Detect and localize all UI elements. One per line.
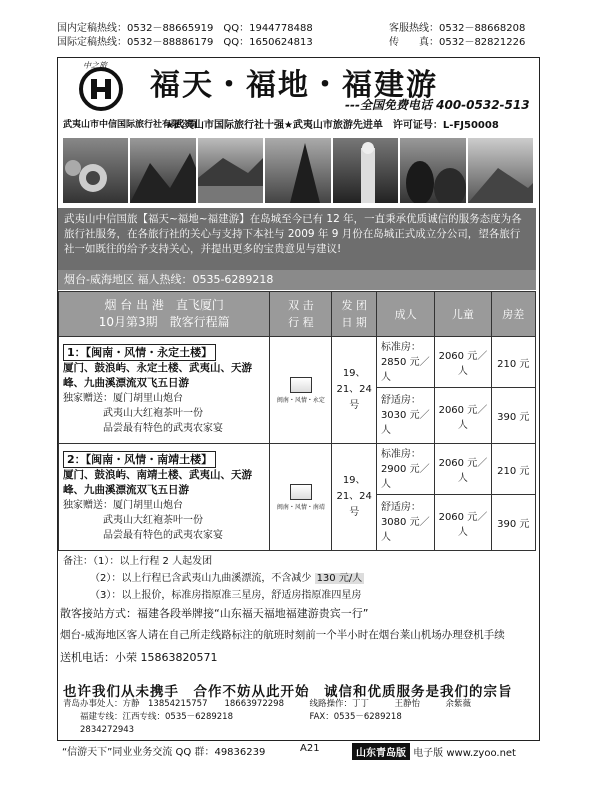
route-1-doc-link[interactable]	[270, 337, 332, 444]
com-room-label: 舒适房：	[380, 502, 421, 514]
domestic-hotline: 国内定稿热线：0532－88665919 QQ：1944778488	[57, 23, 313, 34]
yantai-instructions: 烟台-威海地区客人请在自己所走线路标注的航班时刻前一个半小时在烟台莱山机场办理登机手续	[60, 629, 505, 641]
contacts-row-3: 2834272943	[63, 725, 135, 735]
note-3: （3）：以上报价，标准房指原准三星房，舒适房指原准四星房	[90, 590, 362, 601]
footer-website[interactable]: 电子版 www.zyoo.net	[413, 748, 516, 759]
contacts-row-1: 青岛办事处人：方静 13854215757 18663972298 线路操作：丁丁 王静怡 余紫薇	[63, 699, 471, 709]
table-title-line-1: 烟 台 出 港 直飞厦门	[104, 298, 224, 312]
table-row	[59, 337, 536, 388]
mountain-photo	[130, 138, 195, 203]
route-1-gift: 独家赠送：厦门胡里山炮台	[63, 393, 183, 404]
pickup-method: 散客接站方式：福建各段举牌接“山东福天福地福建游贵宾一行”	[60, 607, 369, 620]
route-1-itinerary: 厦门、鼓浪屿、永定土楼、武夷山、天游峰、九曲溪漂流双飞五日游	[63, 362, 252, 389]
dropoff-contact: 送机电话：小荣 15863820571	[60, 651, 218, 664]
region-hotline-bar: 烟台-威海地区 福人热线：0535-6289218	[58, 270, 536, 290]
route-2-std-child: 2060 元／人	[435, 444, 491, 495]
note-2	[90, 570, 364, 587]
child-col-header: 儿童	[435, 292, 491, 337]
route-2-gift: 独家赠送：厦门胡里山炮台	[63, 500, 183, 511]
std-adult-price: 2850 元／人	[380, 356, 430, 383]
route-2-doc-link[interactable]	[270, 444, 332, 551]
slogan: 也许我们从未携手 合作不妨从此开始 诚信和优质服务是我们的宗旨	[63, 684, 513, 700]
company-honors: ★武夷山市国际旅行社十强★武夷山市旅游先进单 许可证号：L-FJ50008	[165, 120, 499, 131]
peak-photo	[265, 138, 330, 203]
route-2-std-adult	[376, 444, 434, 495]
edition-badge: 山东青岛版	[352, 743, 410, 760]
route-2-std-single: 210 元	[491, 444, 535, 495]
date-col-line-2: 日 期	[341, 316, 367, 329]
note-2-amount: 130 元/人	[316, 573, 363, 584]
note-2-text: （2）：以上行程已含武夷山九曲溪漂流，不含减少	[90, 573, 312, 584]
route-2-dates: 19、21、24 号	[332, 444, 377, 551]
document-icon[interactable]	[290, 484, 312, 500]
footer-qq-group: “信游天下”同业业务交流 QQ 群：49836239	[62, 747, 266, 758]
document-icon[interactable]	[290, 377, 312, 393]
route-2-details	[59, 444, 270, 551]
route-2-title: 2：【闽南・风情・南靖土楼】	[63, 451, 216, 468]
page-title: 福天・福地・福建游	[150, 68, 438, 103]
std-room-label: 标准房：	[380, 341, 421, 353]
statue-photo	[333, 138, 398, 203]
route-2-doc-caption: 闽南・风情・南靖	[276, 503, 325, 511]
tour-schedule-table	[58, 291, 536, 551]
route-2-gift-2: 武夷山大红袍茶叶一份	[103, 515, 203, 526]
date-col-line-1: 发 团	[341, 299, 367, 312]
route-col-header	[270, 292, 332, 337]
adult-col-header: 成人	[376, 292, 434, 337]
com-adult-price: 3080 元／人	[380, 517, 430, 544]
table-row	[59, 444, 536, 495]
single-col-header: 房差	[491, 292, 535, 337]
logo-text: 中之旅	[83, 61, 107, 70]
company-name: 武夷山市中信国际旅行社有限公司	[63, 120, 199, 130]
route-col-line-2: 行 程	[288, 316, 314, 329]
route-2-com-child: 2060 元／人	[435, 495, 491, 551]
route-2-com-single: 390 元	[491, 495, 535, 551]
footer-edition	[352, 743, 516, 760]
scenic-photo-strip	[63, 138, 533, 203]
date-col-header	[332, 292, 377, 337]
footer-page-number: A21	[300, 743, 320, 754]
route-1-gift-3: 品尝最有特色的武夷农家宴	[103, 423, 223, 434]
table-title-line-2: 10月第3期 散客行程篇	[98, 315, 230, 329]
route-1-details	[59, 337, 270, 444]
karst-photo	[400, 138, 465, 203]
route-1-com-adult	[376, 388, 434, 444]
route-col-line-1: 双 击	[288, 299, 314, 312]
route-1-com-child: 2060 元／人	[435, 388, 491, 444]
route-1-std-adult	[376, 337, 434, 388]
com-room-label: 舒适房：	[380, 395, 421, 407]
std-room-label: 标准房：	[380, 448, 421, 460]
route-2-gift-3: 品尝最有特色的武夷农家宴	[103, 530, 223, 541]
route-1-std-single: 210 元	[491, 337, 535, 388]
toll-free-phone: ---全国免费电话 400-0532-513	[345, 98, 530, 112]
route-1-com-single: 390 元	[491, 388, 535, 444]
route-1-gift-2: 武夷山大红袍茶叶一份	[103, 408, 203, 419]
route-2-itinerary: 厦门、鼓浪屿、南靖土楼、武夷山、天游峰、九曲溪漂流双飞五日游	[63, 469, 252, 496]
contacts-row-2: 福建专线：江西专线：0535－6289218 FAX：0535－6289218	[63, 712, 402, 722]
route-2-com-adult	[376, 495, 434, 551]
route-1-dates: 19、21、24 号	[332, 337, 377, 444]
company-intro: 武夷山中信国旅【福天~福地~福建游】在岛城至今已有 12 年，一直秉承优质诚信的服务态度为各旅行社服务，在各旅行社的关心与支持下本社与 2009 年 9 月份在岛城正式成立分公司，望各旅行社一如既往的给予支持关心，并提出更多的宝贵意见与建议!	[58, 208, 536, 270]
table-title-cell	[59, 292, 270, 337]
com-adult-price: 3030 元／人	[380, 410, 430, 437]
service-hotline: 客服热线：0532－88668208	[389, 23, 526, 34]
route-1-title: 1：【闽南・风情・永定土楼】	[63, 344, 216, 361]
route-1-std-child: 2060 元／人	[435, 337, 491, 388]
std-adult-price: 2900 元／人	[380, 463, 430, 490]
tulou-photo	[63, 138, 128, 203]
international-hotline: 国际定稿热线：0532－88886179 QQ：1650624813	[57, 37, 313, 48]
landscape-photo	[468, 138, 533, 203]
note-1: 备注：（1）：以上行程 2 人起发团	[63, 556, 213, 567]
fax-line: 传 真：0532－82821226	[389, 37, 526, 48]
company-logo	[71, 62, 131, 112]
route-1-doc-caption: 闽南・风情・永定	[276, 396, 325, 404]
river-photo	[198, 138, 263, 203]
